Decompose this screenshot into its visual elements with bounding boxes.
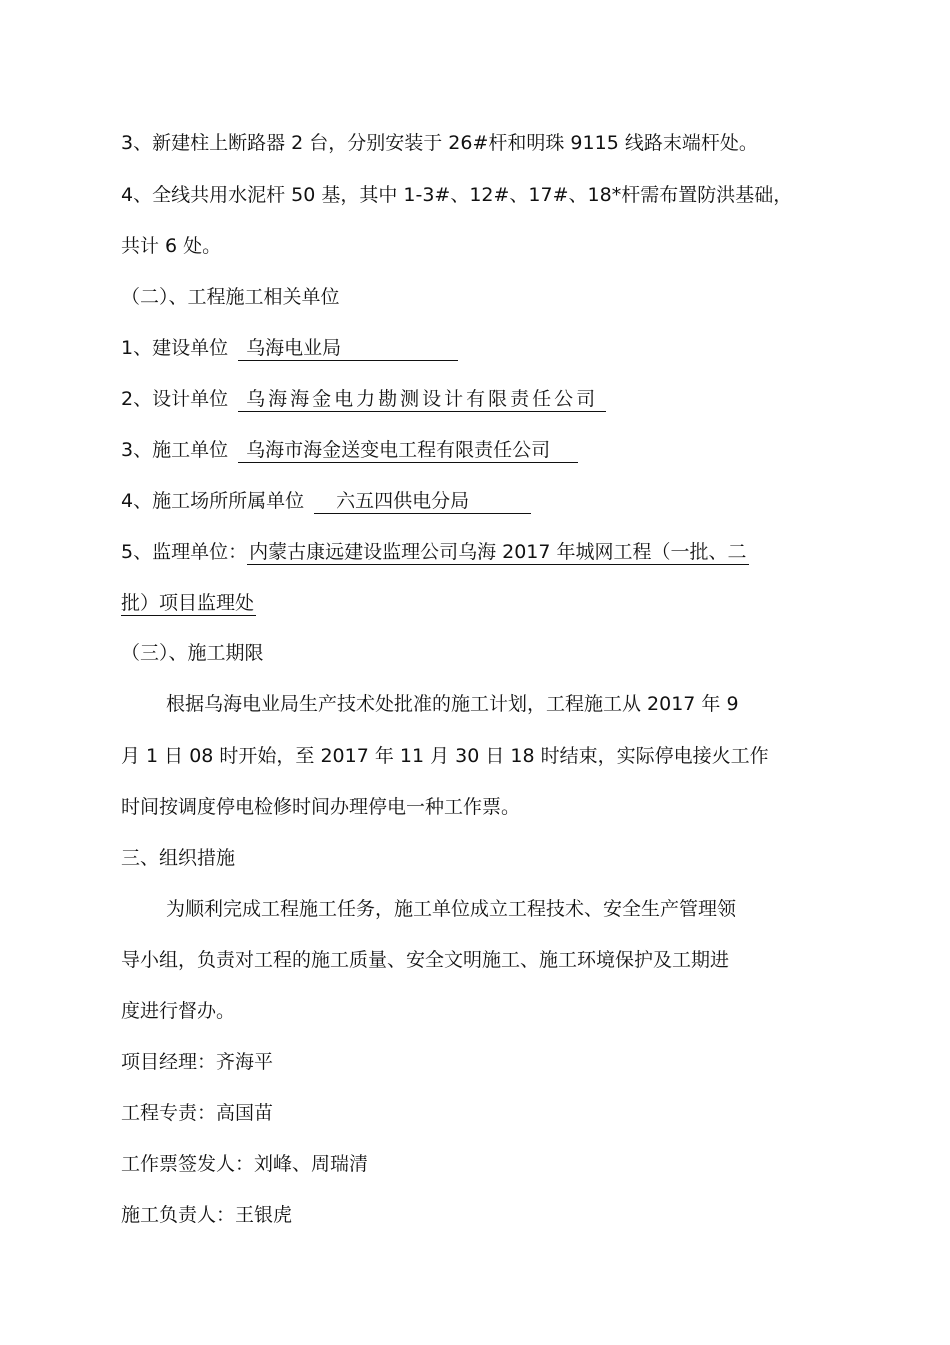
unit-row-site-owner [121,489,531,514]
unit-label: 4、施工场所所属单位 [121,490,305,512]
person-row-ticket-issuer [121,1152,368,1176]
person-name: 刘峰、周瑞清 [254,1153,369,1175]
person-name: 王银虎 [235,1204,293,1226]
person-row-project-manager [121,1050,273,1074]
units-heading: （二）、工程施工相关单位 [121,286,340,308]
unit-row-supervision-cont [121,591,256,616]
scope-item-4-cont: 共计 6 处。 [121,235,222,257]
unit-label: 5、监理单位： [121,541,248,563]
period-paragraph-line: 月 1 日 08 时开始，至 2017 年 11 月 30 日 18 时结束，实际停电接火工作 [121,745,769,767]
unit-value: 内蒙古康远建设监理公司乌海 2017 年城网工程（一批、二 [249,541,747,563]
scope-item-3: 3、新建柱上断路器 2 台，分别安装于 26#杆和明珠 9115 线路末端杆处。 [121,132,758,154]
unit-row-design [121,387,606,412]
person-row-engineer [121,1101,273,1125]
unit-row-contractor [121,438,578,463]
scope-item-4: 4、全线共用水泥杆 50 基，其中 1-3#、12#、17#、18*杆需布置防洪基础， [121,184,793,206]
person-label: 工程专责： [121,1102,217,1124]
person-row-site-lead [121,1203,292,1227]
period-paragraph-line: 时间按调度停电检修时间办理停电一种工作票。 [121,796,521,818]
period-paragraph-line: 根据乌海电业局生产技术处批准的施工计划，工程施工从 2017 年 9 [166,693,739,715]
period-heading: （三）、施工期限 [121,642,264,664]
unit-row-supervision [121,540,749,565]
person-label: 工作票签发人： [121,1153,255,1175]
unit-label: 1、建设单位 [121,337,229,359]
org-heading: 三、组织措施 [121,847,236,869]
unit-label: 3、施工单位 [121,439,229,461]
unit-value: 六五四供电分局 [314,489,531,514]
person-label: 项目经理： [121,1051,217,1073]
person-name: 高国苗 [216,1102,274,1124]
org-paragraph-line: 导小组，负责对工程的施工质量、安全文明施工、施工环境保护及工期进 [121,949,730,971]
unit-value: 乌海市海金送变电工程有限责任公司 [238,438,578,463]
person-name: 齐海平 [216,1051,274,1073]
unit-label: 2、设计单位 [121,388,229,410]
unit-value: 乌海电业局 [238,336,458,361]
person-label: 施工负责人： [121,1204,236,1226]
unit-value: 乌海海金电力勘测设计有限责任公司 [238,387,606,412]
unit-value: 批）项目监理处 [121,592,255,614]
org-paragraph-line: 为顺利完成工程施工任务，施工单位成立工程技术、安全生产管理领 [166,898,737,920]
unit-row-construction [121,336,458,361]
org-paragraph-line: 度进行督办。 [121,1000,236,1022]
